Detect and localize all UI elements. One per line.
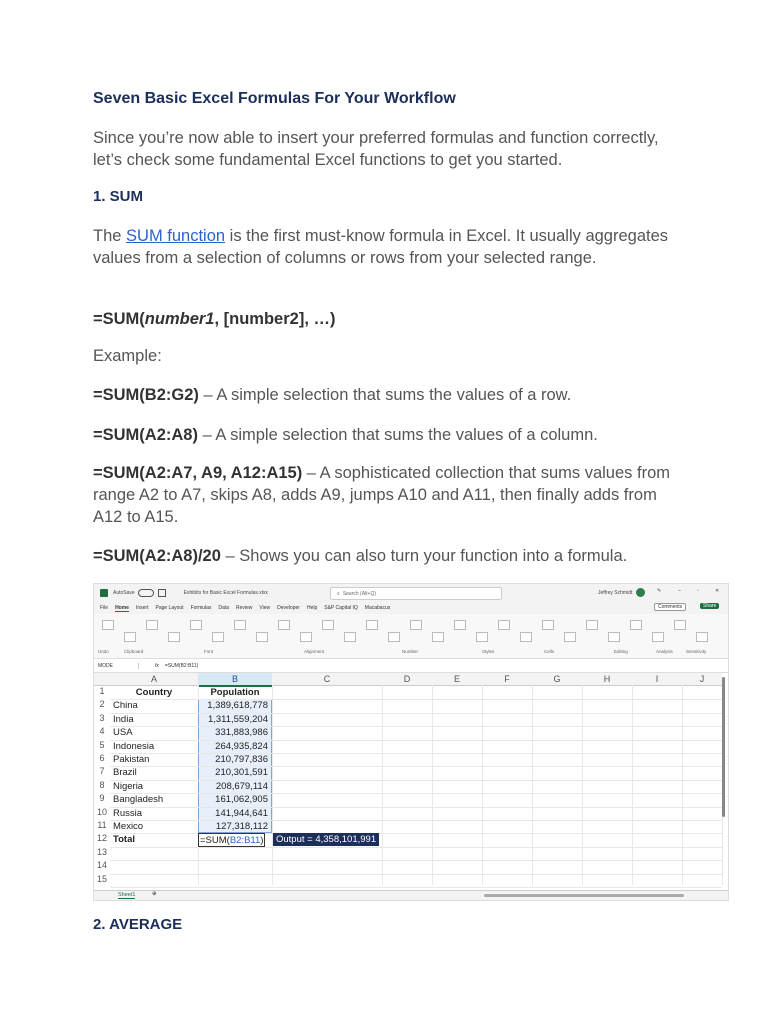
ribbon-button-icon[interactable] bbox=[454, 620, 466, 630]
horizontal-scrollbar[interactable] bbox=[484, 894, 684, 897]
gridline bbox=[632, 685, 633, 885]
row-header[interactable]: 7 bbox=[99, 766, 105, 777]
ribbon-button-icon[interactable] bbox=[476, 632, 488, 642]
sum-syntax bbox=[93, 308, 336, 330]
ribbon-button-icon[interactable] bbox=[168, 632, 180, 642]
excel-logo-icon bbox=[100, 589, 108, 597]
ribbon-button-icon[interactable] bbox=[520, 632, 532, 642]
ribbon-button-icon[interactable] bbox=[124, 632, 136, 642]
menu-bar bbox=[94, 602, 728, 614]
ribbon-button-icon[interactable] bbox=[652, 632, 664, 642]
avatar[interactable] bbox=[636, 588, 645, 597]
menu-item[interactable]: File bbox=[100, 605, 109, 611]
row-header[interactable]: 8 bbox=[99, 779, 105, 790]
cell-population[interactable]: 331,883,986 bbox=[215, 727, 268, 739]
article-heading: Seven Basic Excel Formulas For Your Workflow bbox=[93, 90, 456, 107]
gridline bbox=[110, 874, 722, 875]
vertical-scrollbar[interactable] bbox=[722, 677, 725, 817]
name-box[interactable]: MODE bbox=[94, 663, 139, 669]
close-icon[interactable]: ✕ bbox=[715, 588, 720, 594]
sheet-tab-bar bbox=[94, 890, 728, 900]
row-header[interactable]: 12 bbox=[96, 833, 107, 844]
cell-country[interactable]: India bbox=[113, 713, 134, 725]
example-2-code: =SUM(A2:A8) bbox=[93, 426, 198, 444]
column-header[interactable]: J bbox=[682, 673, 722, 686]
spreadsheet-grid[interactable] bbox=[94, 673, 728, 884]
cell-population[interactable]: 264,935,824 bbox=[215, 740, 268, 752]
ribbon-button-icon[interactable] bbox=[432, 632, 444, 642]
ribbon-group-label: Analysis bbox=[656, 649, 673, 654]
row-header[interactable]: 2 bbox=[99, 699, 105, 710]
ribbon-button-icon[interactable] bbox=[256, 632, 268, 642]
ribbon-button-icon[interactable] bbox=[410, 620, 422, 630]
ribbon-button-icon[interactable] bbox=[630, 620, 642, 630]
file-name: Exhibits for Basic Excel Formulas.xlsx bbox=[183, 590, 268, 596]
save-icon[interactable] bbox=[158, 589, 166, 597]
cell-population[interactable]: 127,318,112 bbox=[215, 821, 268, 832]
example-2-text: – A simple selection that sums the values of a column. bbox=[197, 426, 598, 444]
cell-country[interactable]: USA bbox=[113, 727, 133, 739]
output-callout: Output = 4,358,101,991 bbox=[273, 833, 379, 846]
example-2 bbox=[93, 424, 693, 446]
column-header[interactable]: E bbox=[432, 673, 482, 686]
menu-item[interactable]: Home bbox=[115, 604, 129, 611]
cell-population[interactable]: 161,062,905 bbox=[215, 794, 268, 806]
formula-bar bbox=[94, 659, 728, 673]
user-name: Jeffrey Schmidt bbox=[598, 590, 633, 596]
sheet-tab[interactable]: Sheet1 bbox=[118, 892, 136, 898]
row-header[interactable]: 11 bbox=[97, 820, 107, 830]
example-3-code: =SUM(A2:A7, A9, A12:A15) bbox=[93, 464, 303, 482]
ribbon-button-icon[interactable] bbox=[344, 632, 356, 642]
autosave-toggle[interactable] bbox=[138, 589, 154, 597]
column-header[interactable]: H bbox=[582, 673, 632, 686]
row-header[interactable]: 1 bbox=[99, 686, 105, 696]
excel-screenshot bbox=[93, 583, 729, 901]
row-header[interactable]: 14 bbox=[96, 860, 107, 871]
row-header[interactable]: 3 bbox=[99, 712, 105, 723]
syntax-part-b: number1 bbox=[144, 310, 215, 328]
example-3-text: – A sophisticated collection that sums values from range A2 to A7, skips A8, adds A9, jumps A10 and A11, then finally adds from A12 to A15. bbox=[93, 464, 670, 526]
row-header[interactable]: 10 bbox=[96, 806, 107, 817]
menu-item[interactable]: Macabacus bbox=[364, 605, 391, 611]
ribbon-button-icon[interactable] bbox=[608, 632, 620, 642]
intro-paragraph: Since you’re now able to insert your preferred formulas and function correctly, let’s check some fundamental Excel functions to get you started. bbox=[93, 129, 659, 169]
ribbon-button-icon[interactable] bbox=[190, 620, 202, 630]
select-all-corner[interactable] bbox=[94, 673, 110, 686]
ribbon-button-icon[interactable] bbox=[388, 632, 400, 642]
cell-population[interactable]: 208,679,114 bbox=[215, 780, 268, 792]
row-header[interactable]: 9 bbox=[99, 793, 105, 804]
ribbon-button-icon[interactable] bbox=[564, 632, 576, 642]
search-box[interactable] bbox=[330, 587, 502, 600]
sum-desc-pre: The bbox=[93, 227, 127, 245]
ribbon-button-icon[interactable] bbox=[498, 620, 510, 630]
ribbon-group-label: Cells bbox=[544, 649, 555, 654]
menu-item[interactable]: Formulas bbox=[190, 605, 212, 611]
cell-country[interactable]: Mexico bbox=[113, 821, 144, 832]
sum-description bbox=[93, 225, 683, 269]
menu-item[interactable]: Data bbox=[218, 605, 229, 611]
excel-titlebar bbox=[94, 584, 728, 602]
cell-population[interactable]: 210,301,591 bbox=[215, 767, 268, 779]
example-3 bbox=[93, 462, 683, 528]
ribbon-button-icon[interactable] bbox=[696, 632, 708, 642]
example-label: Example: bbox=[93, 347, 162, 365]
ribbon-button-icon[interactable] bbox=[278, 620, 290, 630]
cell-country[interactable]: China bbox=[113, 700, 138, 712]
gridline bbox=[482, 685, 483, 885]
ribbon-button-icon[interactable] bbox=[586, 620, 598, 630]
ribbon-button-icon[interactable] bbox=[322, 620, 334, 630]
cell-population[interactable]: 1,389,618,778 bbox=[207, 700, 268, 712]
cell-population[interactable]: 1,311,559,204 bbox=[207, 713, 268, 725]
row-header[interactable]: 4 bbox=[99, 726, 105, 737]
row-header[interactable]: 15 bbox=[96, 873, 107, 884]
example-4-text: – Shows you can also turn your function into a formula. bbox=[220, 547, 628, 565]
menu-item[interactable]: Help bbox=[306, 605, 318, 611]
column-header[interactable]: C bbox=[272, 673, 382, 686]
example-4 bbox=[93, 545, 693, 567]
gridline bbox=[272, 685, 273, 885]
example-1-code: =SUM(B2:G2) bbox=[93, 386, 199, 404]
ribbon bbox=[94, 614, 728, 659]
syntax-part-c: , [number2], …) bbox=[214, 310, 336, 328]
row-header[interactable]: 13 bbox=[96, 846, 107, 857]
menu-item[interactable]: View bbox=[259, 605, 271, 611]
column-header[interactable]: A bbox=[110, 673, 198, 686]
gridline bbox=[432, 685, 433, 885]
active-formula-cell[interactable] bbox=[198, 833, 265, 847]
example-4-code: =SUM(A2:A8)/20 bbox=[93, 547, 221, 565]
ribbon-button-icon[interactable] bbox=[212, 632, 224, 642]
cell-population[interactable]: Population bbox=[210, 687, 260, 698]
gridline bbox=[110, 887, 722, 888]
syntax-part-a: =SUM( bbox=[93, 310, 145, 328]
pen-icon[interactable]: ✎ bbox=[657, 588, 662, 594]
ribbon-button-icon[interactable] bbox=[674, 620, 686, 630]
ribbon-group-label: Editing bbox=[614, 649, 628, 654]
ribbon-button-icon[interactable] bbox=[542, 620, 554, 630]
menu-item[interactable]: Insert bbox=[135, 605, 149, 611]
gridline bbox=[532, 685, 533, 885]
restore-icon[interactable]: ▫ bbox=[697, 588, 699, 594]
cell-population[interactable]: 210,797,836 bbox=[215, 754, 268, 765]
ribbon-group-label: Number bbox=[402, 649, 419, 654]
gridline bbox=[682, 685, 683, 885]
ribbon-group-label: Clipboard bbox=[124, 649, 144, 654]
ribbon-button-icon[interactable] bbox=[234, 620, 246, 630]
gridline bbox=[110, 860, 722, 861]
cell-country[interactable]: Pakistan bbox=[113, 754, 150, 765]
search-placeholder: Search (Alt+Q) bbox=[342, 590, 377, 597]
ribbon-button-icon[interactable] bbox=[146, 620, 158, 630]
search-icon: ⌕ bbox=[337, 590, 340, 597]
example-1-text: – A simple selection that sums the values of a row. bbox=[198, 386, 572, 404]
average-heading: 2. AVERAGE bbox=[93, 916, 183, 933]
menu-share-button[interactable]: Share bbox=[700, 603, 719, 609]
cell-country[interactable]: Nigeria bbox=[113, 780, 144, 792]
cell-country[interactable]: Brazil bbox=[113, 767, 137, 779]
column-header[interactable]: D bbox=[382, 673, 432, 686]
ribbon-button-icon[interactable] bbox=[366, 620, 378, 630]
ribbon-group-label: Styles bbox=[482, 649, 495, 654]
ribbon-button-icon[interactable] bbox=[102, 620, 114, 630]
column-header[interactable]: I bbox=[632, 673, 682, 686]
ribbon-group-label: Alignment bbox=[304, 649, 325, 654]
example-1 bbox=[93, 384, 693, 406]
menu-comments-button[interactable]: Comments bbox=[654, 603, 686, 611]
minimize-icon[interactable]: – bbox=[678, 588, 681, 594]
menu-item[interactable]: Page Layout bbox=[155, 605, 184, 611]
add-sheet-icon[interactable]: ⊕ bbox=[152, 891, 157, 897]
cell-population[interactable]: 141,944,641 bbox=[215, 807, 268, 819]
fx-icon: fx bbox=[155, 662, 159, 669]
gridline bbox=[382, 685, 383, 885]
sum-heading: 1. SUM bbox=[93, 188, 144, 205]
row-header[interactable]: 6 bbox=[99, 753, 105, 763]
menu-item[interactable]: S&P Capital IQ bbox=[324, 605, 358, 611]
column-header[interactable]: F bbox=[482, 673, 532, 686]
cell-country[interactable]: Indonesia bbox=[113, 740, 155, 752]
autosave-label: AutoSave bbox=[113, 590, 135, 596]
formula-prefix: =SUM( bbox=[200, 835, 230, 847]
gridline bbox=[582, 685, 583, 885]
cell-country[interactable]: Total bbox=[113, 834, 135, 846]
ribbon-group-label: Undo bbox=[98, 649, 109, 654]
cell-country[interactable]: Country bbox=[135, 687, 173, 698]
column-header[interactable]: G bbox=[532, 673, 582, 686]
menu-item[interactable]: Developer bbox=[277, 605, 300, 611]
formula-suffix: ) bbox=[260, 835, 264, 847]
column-header[interactable]: B bbox=[198, 673, 272, 687]
formula-range: B2:B11 bbox=[229, 835, 261, 847]
row-header[interactable]: 5 bbox=[99, 739, 105, 750]
ribbon-group-label: Sensitivity bbox=[686, 649, 707, 654]
cell-country[interactable]: Russia bbox=[113, 807, 143, 819]
ribbon-button-icon[interactable] bbox=[300, 632, 312, 642]
menu-item[interactable]: Review bbox=[235, 605, 253, 611]
ribbon-group-label: Font bbox=[204, 649, 214, 654]
formula-input[interactable]: =SUM(B2:B11) bbox=[164, 662, 199, 669]
sum-function-link[interactable]: SUM function bbox=[126, 227, 226, 245]
sum-desc-post: is the first must-know formula in Excel. It usually aggregates values from a selection of columns or rows from your selected range. bbox=[93, 227, 669, 267]
cell-country[interactable]: Bangladesh bbox=[113, 794, 164, 806]
